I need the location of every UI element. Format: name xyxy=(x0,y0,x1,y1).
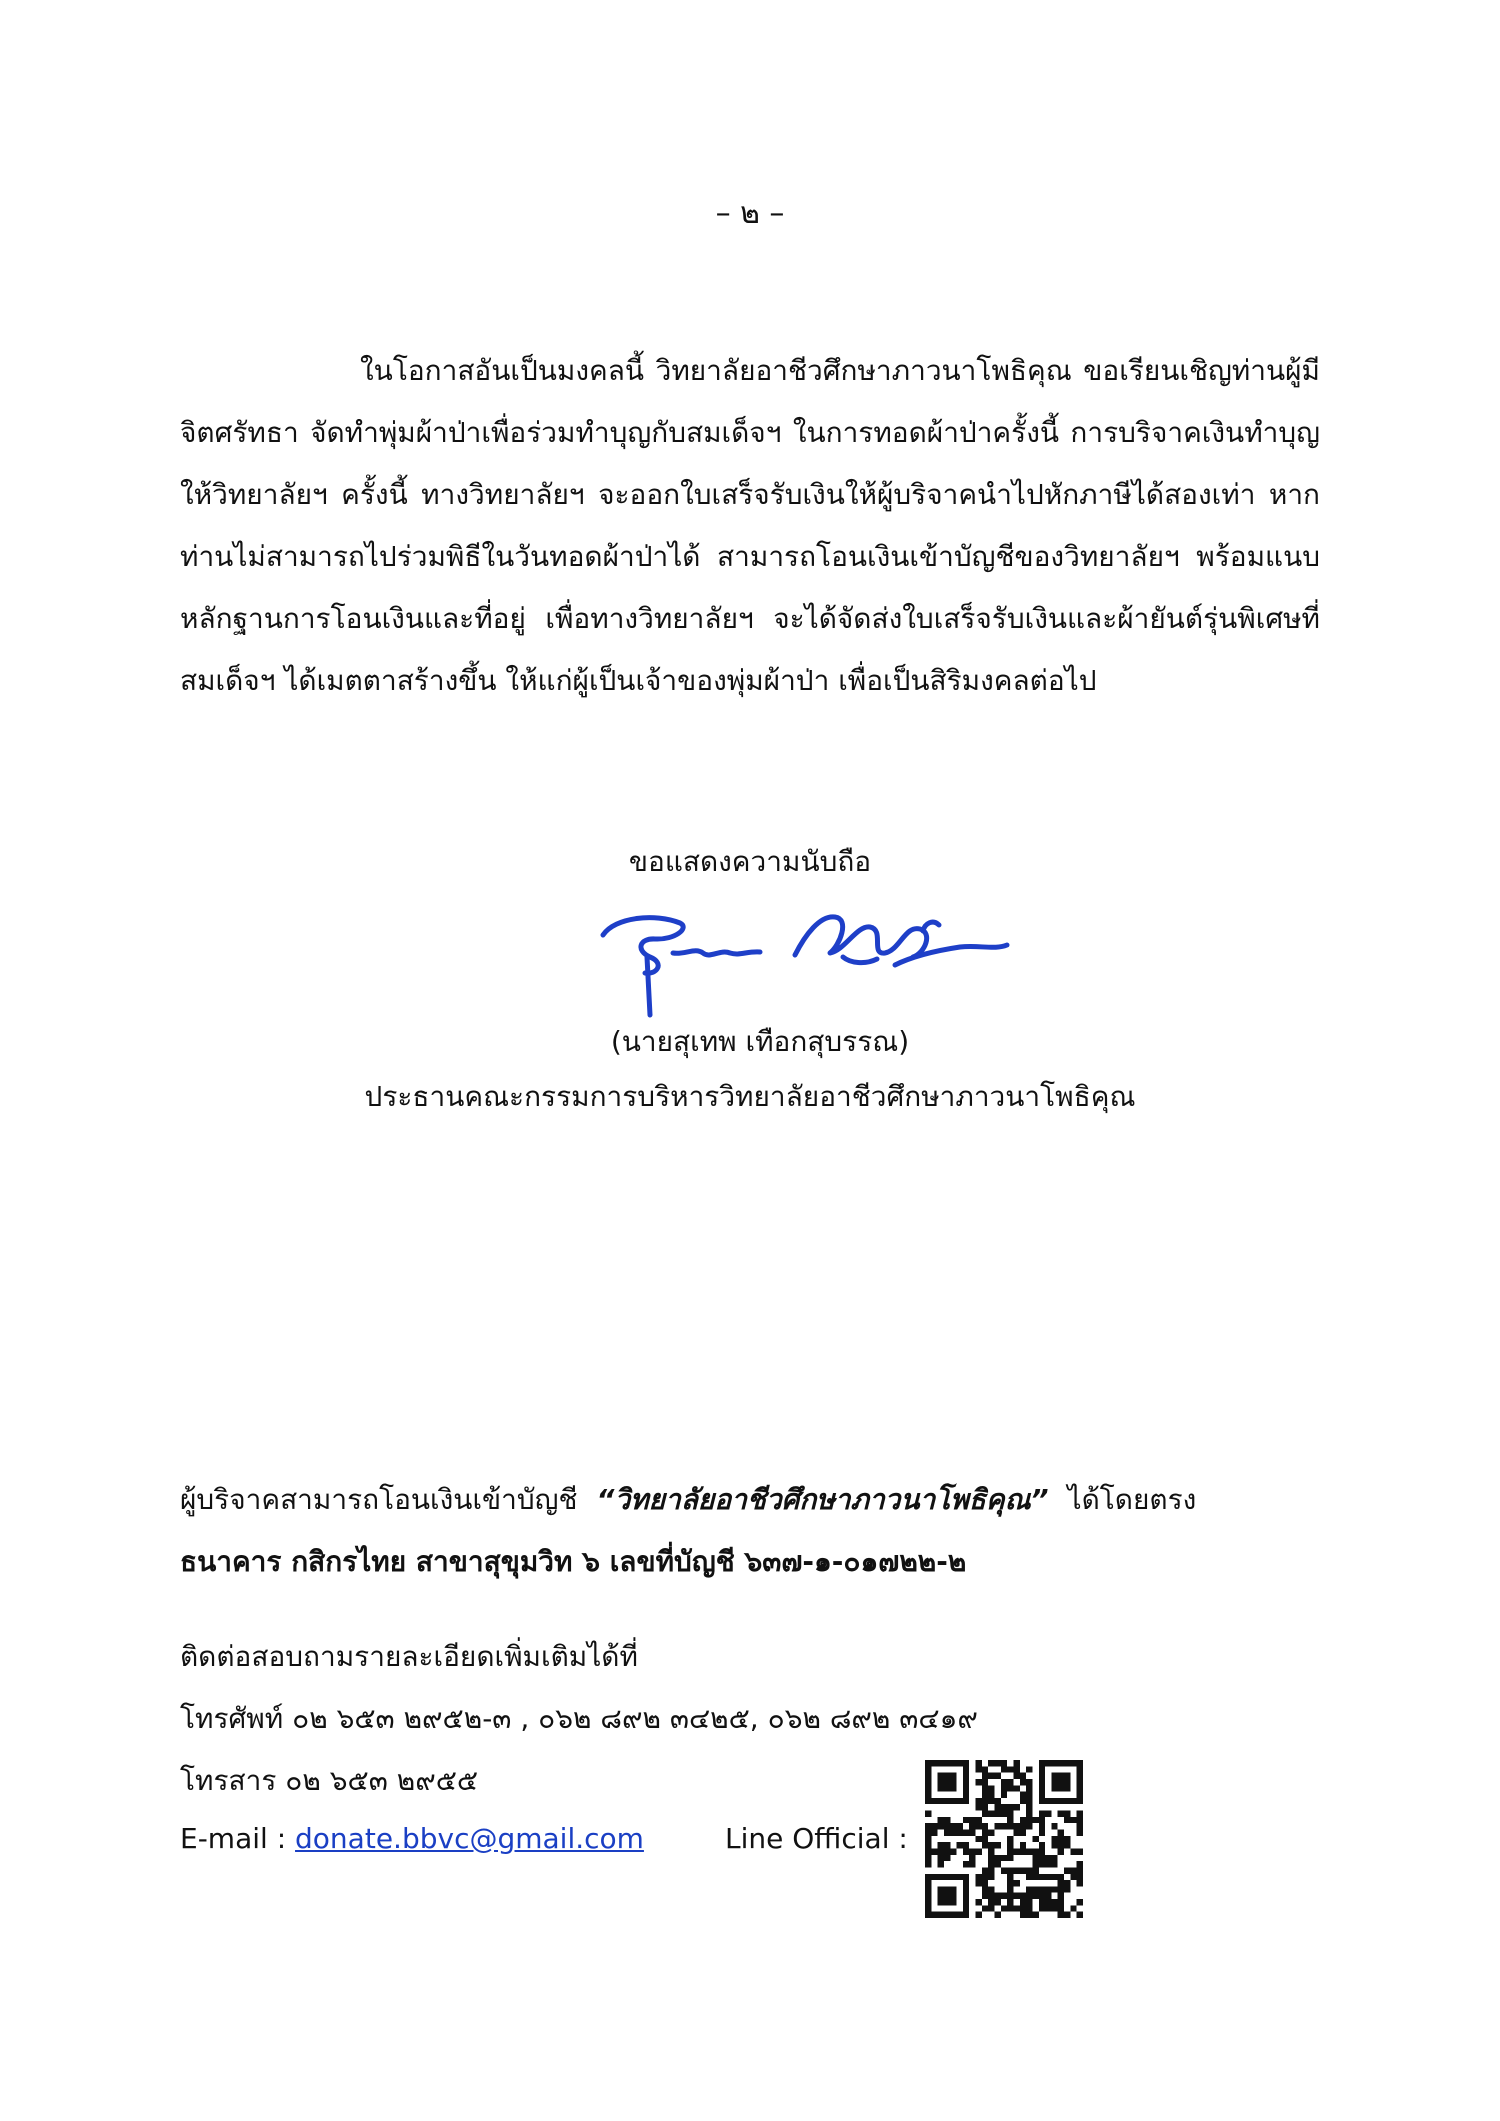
body-paragraph xyxy=(180,340,1320,712)
signer-title: ประธานคณะกรรมการบริหารวิทยาลัยอาชีวศึกษาภาวนาโพธิคุณ xyxy=(364,1080,1136,1113)
page-number: – ๒ – xyxy=(715,196,785,231)
donation-instruction xyxy=(180,1478,1380,1522)
signer-name: (นายสุเทพ เทือกสุบรรณ) xyxy=(610,1025,910,1058)
account-name: “วิทยาลัยอาชีวศึกษาภาวนาโพธิคุณ” xyxy=(596,1483,1049,1516)
phone-numbers: โทรศัพท์ ๐๒ ๖๕๓ ๒๙๕๒-๓ , ๐๖๒ ๘๙๒ ๓๔๒๕, ๐๖๒ ๘๙๒ ๓๔๑๙ xyxy=(180,1702,978,1735)
donation-prefix: ผู้บริจาคสามารถโอนเงินเข้าบัญชี xyxy=(180,1483,578,1516)
fax-number: โทรสาร ๐๒ ๖๕๓ ๒๙๕๕ xyxy=(180,1764,479,1797)
donation-suffix: ได้โดยตรง xyxy=(1067,1483,1197,1516)
line-official-label: Line Official : xyxy=(725,1822,908,1855)
handwritten-signature xyxy=(595,895,1015,1025)
email-link[interactable]: donate.bbvc@gmail.com xyxy=(295,1822,644,1855)
email-line xyxy=(180,1822,644,1855)
body-paragraph-text: ในโอกาสอันเป็นมงคลนี้ วิทยาลัยอาชีวศึกษาภาวนาโพธิคุณ ขอเรียนเชิญท่านผู้มีจิตศรัทธา จัดทำพุ่มผ้าป่าเพื่อร่วมทำบุญกับสมเด็จฯ ในการทอดผ้าป่าครั้งนี้ การบริจาคเงินทำบุญให้วิทยาลัยฯ ครั้งนี้ ทางวิทยาลัยฯ จะออกใบเสร็จรับเงินให้ผู้บริจาคนำไปหักภาษีได้สองเท่า หากท่านไม่สามารถไปร่วมพิธีในวันทอดผ้าป่าได้ สามารถโอนเงินเข้าบัญชีของวิทยาลัยฯ พร้อมแนบหลักฐานการโอนเงินและที่อยู่ เพื่อทางวิทยาลัยฯ จะได้จัดส่งใบเสร็จรับเงินและผ้ายันต์รุ่นพิเศษที่สมเด็จฯ ได้เมตตาสร้างขึ้น ให้แก่ผู้เป็นเจ้าของพุ่มผ้าป่า เพื่อเป็นสิริมงคลต่อไป xyxy=(180,354,1320,697)
bank-account-line: ธนาคาร กสิกรไทย สาขาสุขุมวิท ๖ เลขที่บัญชี ๖๓๗-๑-๐๑๗๒๒-๒ xyxy=(180,1545,967,1578)
email-label: E-mail : xyxy=(180,1822,287,1855)
closing-salutation: ขอแสดงความนับถือ xyxy=(628,845,872,878)
line-qr-code-icon[interactable] xyxy=(925,1760,1083,1918)
contact-intro: ติดต่อสอบถามรายละเอียดเพิ่มเติมได้ที่ xyxy=(180,1640,638,1673)
